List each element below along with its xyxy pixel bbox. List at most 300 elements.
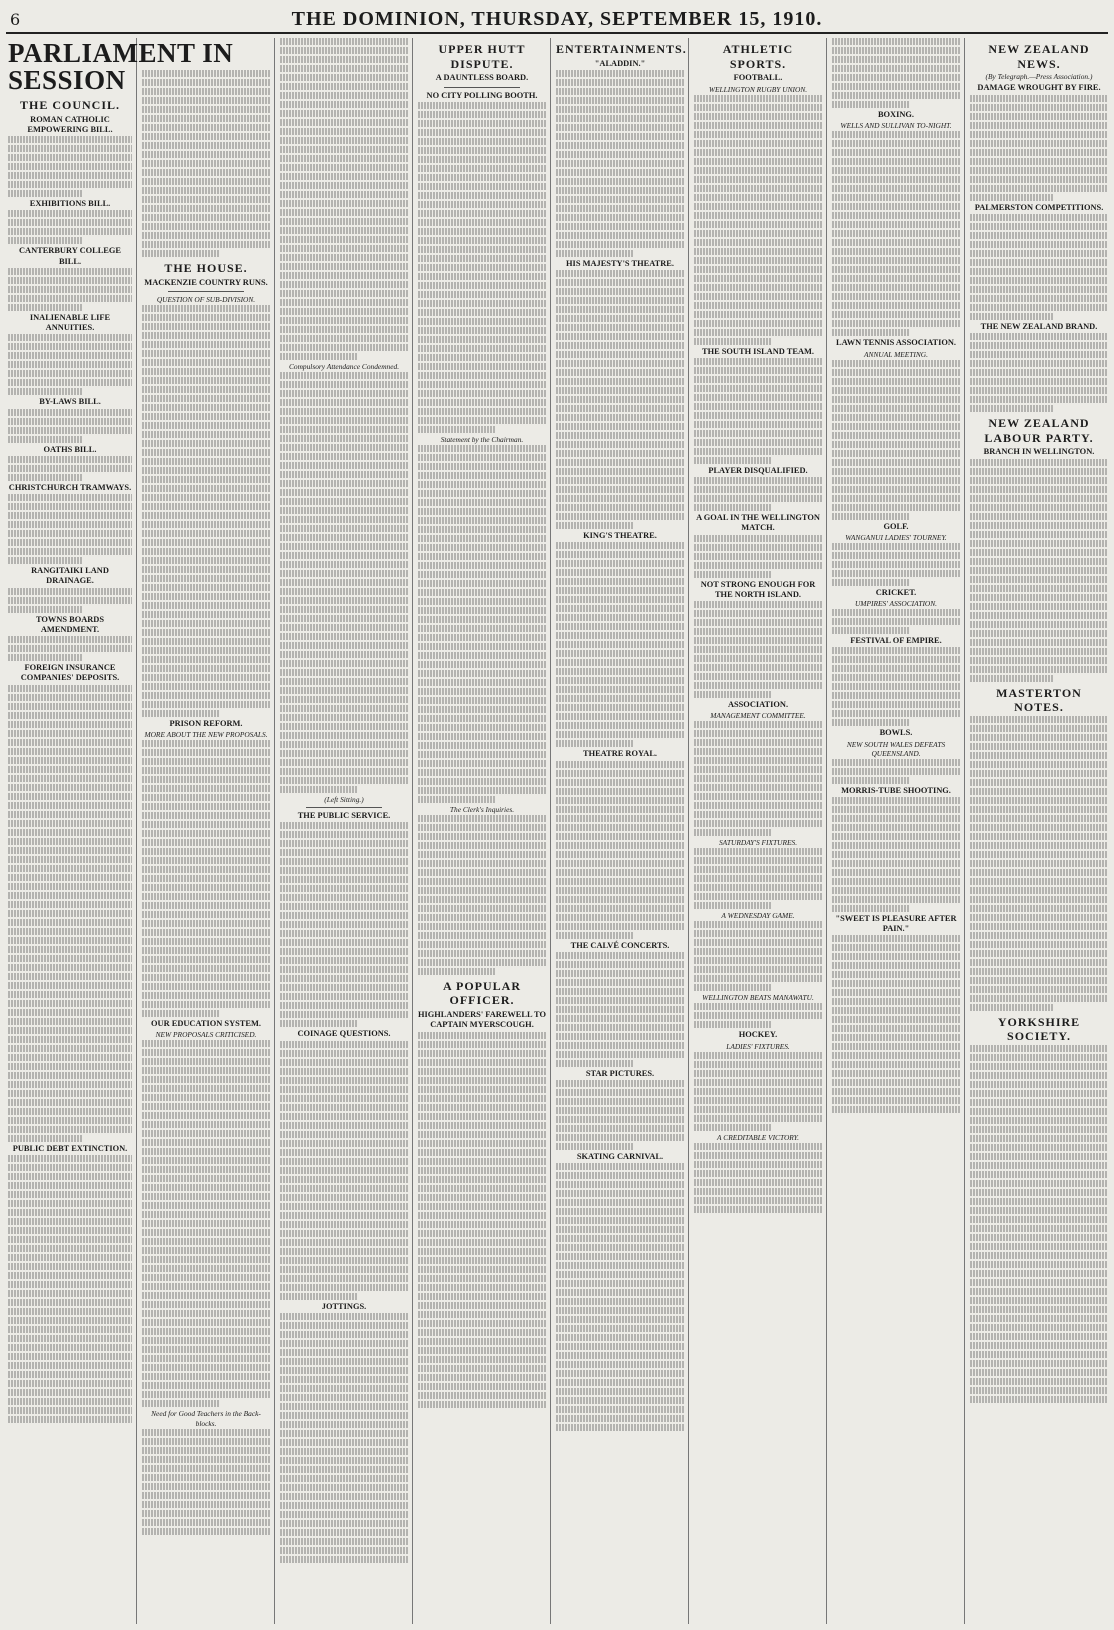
text-line <box>142 812 270 819</box>
text-line <box>694 185 822 192</box>
text-line <box>280 1394 408 1401</box>
text-line <box>8 1099 132 1106</box>
text-line <box>280 984 408 991</box>
text-line <box>556 97 684 104</box>
text-line <box>142 440 270 447</box>
text-line <box>694 655 822 662</box>
text-line <box>970 986 1108 993</box>
text-line <box>418 968 495 975</box>
text-line <box>418 769 546 776</box>
text-line <box>142 1328 270 1335</box>
text-line <box>418 1329 546 1336</box>
text-line <box>556 979 684 986</box>
text-line <box>142 467 270 474</box>
text-line <box>8 1027 132 1034</box>
text-line <box>418 896 546 903</box>
text-line <box>418 318 546 325</box>
text-line <box>280 480 408 487</box>
text-line <box>280 885 408 892</box>
text-line <box>280 1284 408 1291</box>
text-line <box>142 539 270 546</box>
text-line <box>832 1097 960 1104</box>
text-line <box>832 131 960 138</box>
text-line <box>556 1006 684 1013</box>
text-line <box>970 468 1108 475</box>
text-line <box>694 748 822 755</box>
text-line <box>280 1340 408 1347</box>
text-line <box>694 1021 771 1028</box>
text-line <box>8 1389 132 1396</box>
text-line <box>970 513 1108 520</box>
text-line <box>832 432 960 439</box>
text-line <box>280 1457 408 1464</box>
text-line <box>832 275 960 282</box>
text-line <box>8 1135 82 1142</box>
text-line <box>832 38 960 45</box>
text-line <box>418 778 546 785</box>
text-line <box>694 149 822 156</box>
text-line <box>832 989 960 996</box>
article-subheading: A WEDNESDAY GAME. <box>721 911 795 921</box>
text-line <box>280 534 408 541</box>
text-line <box>280 372 408 379</box>
text-line <box>556 378 684 385</box>
text-line <box>970 396 1108 403</box>
text-line <box>832 561 960 568</box>
text-line <box>970 158 1108 165</box>
text-line <box>280 1421 408 1428</box>
text-line <box>556 106 684 113</box>
text-line <box>970 214 1108 221</box>
text-line <box>970 1297 1108 1304</box>
text-line <box>418 408 546 415</box>
text-line <box>280 966 408 973</box>
text-line <box>832 83 960 90</box>
text-line <box>8 557 82 564</box>
text-line <box>970 1315 1108 1322</box>
text-line <box>970 968 1108 975</box>
text-line <box>556 1262 684 1269</box>
text-line <box>556 151 684 158</box>
text-line <box>280 1466 408 1473</box>
text-line <box>832 212 960 219</box>
text-line <box>142 70 270 77</box>
text-line <box>556 133 684 140</box>
text-line <box>694 221 822 228</box>
text-line <box>142 839 270 846</box>
text-line <box>832 176 960 183</box>
text-line <box>832 221 960 228</box>
text-line <box>142 947 270 954</box>
text-line <box>8 1117 132 1124</box>
text-line <box>8 766 132 773</box>
text-line <box>280 1538 408 1545</box>
text-line <box>556 351 684 358</box>
text-line <box>694 784 822 791</box>
text-line <box>556 542 684 549</box>
text-line <box>694 131 822 138</box>
text-line <box>142 178 270 185</box>
text-line <box>280 1068 408 1075</box>
text-line <box>418 1032 546 1039</box>
text-line <box>280 579 408 586</box>
text-line <box>418 219 546 226</box>
text-line <box>556 1280 684 1287</box>
text-line <box>280 597 408 604</box>
text-line <box>970 734 1108 741</box>
text-line <box>8 427 132 434</box>
text-line <box>970 1004 1053 1011</box>
text-line <box>142 902 270 909</box>
text-line <box>418 1311 546 1318</box>
text-line <box>280 56 408 63</box>
text-line <box>142 1301 270 1308</box>
text-line <box>280 849 408 856</box>
text-line <box>556 223 684 230</box>
text-line <box>970 639 1108 646</box>
text-line <box>418 381 546 388</box>
article-heading: BOWLS. <box>879 728 913 738</box>
text-line <box>142 629 270 636</box>
text-line <box>556 815 684 822</box>
text-line <box>142 665 270 672</box>
column-divider <box>550 38 551 1624</box>
text-line <box>280 1041 408 1048</box>
text-line <box>8 145 132 152</box>
article-subheading: WELLS AND SULLIVAN TO-NIGHT. <box>840 121 952 131</box>
text-line <box>556 124 684 131</box>
text-line <box>556 387 684 394</box>
text-line <box>694 311 822 318</box>
text-line <box>832 311 960 318</box>
text-line <box>8 1182 132 1189</box>
text-line <box>280 1158 408 1165</box>
section-heading: THE HOUSE. <box>164 261 248 275</box>
text-line <box>556 1172 684 1179</box>
text-line <box>418 905 546 912</box>
text-line <box>418 760 546 767</box>
text-line <box>280 1020 357 1027</box>
text-line <box>142 566 270 573</box>
text-line <box>832 806 960 813</box>
text-line <box>556 1397 684 1404</box>
text-line <box>142 611 270 618</box>
text-line <box>694 1061 822 1068</box>
column-3 <box>280 38 408 1624</box>
text-line <box>280 353 357 360</box>
article-heading: THE NEW ZEALAND BRAND. <box>980 321 1098 331</box>
text-line <box>832 980 960 987</box>
text-line <box>694 601 822 608</box>
text-line <box>832 468 960 475</box>
text-line <box>970 405 1053 412</box>
text-line <box>418 454 546 461</box>
text-line <box>694 1097 822 1104</box>
text-line <box>8 1380 132 1387</box>
text-line <box>142 1346 270 1353</box>
text-line <box>418 860 546 867</box>
text-line <box>970 1279 1108 1286</box>
text-line <box>970 558 1108 565</box>
article-subheading: UMPIRES' ASSOCIATION. <box>854 599 938 609</box>
text-line <box>970 824 1108 831</box>
text-line <box>556 1163 684 1170</box>
text-line <box>280 1086 408 1093</box>
text-line <box>418 959 546 966</box>
text-line <box>556 1235 684 1242</box>
text-line <box>556 1415 684 1422</box>
text-line <box>8 1218 132 1225</box>
text-line <box>280 110 408 117</box>
text-line <box>142 857 270 864</box>
section-rule <box>168 291 245 292</box>
article-subheading: (By Telegraph.—Press Association.) <box>985 72 1093 82</box>
text-line <box>8 343 132 350</box>
text-line <box>970 1243 1108 1250</box>
text-line <box>832 935 960 942</box>
text-line <box>694 257 822 264</box>
text-line <box>556 414 684 421</box>
text-line <box>280 1131 408 1138</box>
article-heading: ASSOCIATION. <box>727 700 789 710</box>
text-line <box>970 185 1108 192</box>
text-line <box>418 661 546 668</box>
text-line <box>142 776 270 783</box>
text-line <box>280 344 408 351</box>
text-line <box>694 176 822 183</box>
text-line <box>280 1266 408 1273</box>
text-line <box>556 495 684 502</box>
text-line <box>694 1079 822 1086</box>
text-line <box>970 1216 1108 1223</box>
text-line <box>832 777 909 784</box>
text-line <box>832 719 909 726</box>
text-line <box>142 701 270 708</box>
text-line <box>142 341 270 348</box>
text-line <box>556 1370 684 1377</box>
text-line <box>556 869 684 876</box>
text-line <box>970 1225 1108 1232</box>
text-line <box>280 1050 408 1057</box>
text-line <box>832 1016 960 1023</box>
text-line <box>8 982 132 989</box>
text-line <box>832 486 960 493</box>
text-line <box>8 703 132 710</box>
text-line <box>556 1271 684 1278</box>
text-line <box>832 860 960 867</box>
text-line <box>832 257 960 264</box>
text-line <box>418 490 546 497</box>
text-line <box>8 521 132 528</box>
text-line <box>694 95 822 102</box>
text-line <box>418 363 546 370</box>
text-line <box>280 948 408 955</box>
text-line <box>418 282 546 289</box>
text-line <box>418 824 546 831</box>
text-line <box>418 1248 546 1255</box>
text-line <box>556 315 684 322</box>
text-line <box>142 929 270 936</box>
text-line <box>556 1107 684 1114</box>
text-line <box>142 1265 270 1272</box>
text-line <box>832 1052 960 1059</box>
text-line <box>8 685 132 692</box>
text-line <box>832 441 960 448</box>
text-line <box>142 1492 270 1499</box>
text-line <box>418 183 546 190</box>
column-divider <box>964 38 965 1624</box>
text-line <box>8 964 132 971</box>
text-line <box>280 1185 408 1192</box>
text-line <box>970 878 1108 885</box>
text-line <box>418 625 546 632</box>
text-line <box>694 1206 822 1213</box>
article-heading: "SWEET IS PLEASURE AFTER PAIN." <box>835 913 957 934</box>
text-line <box>280 516 408 523</box>
text-line <box>556 1190 684 1197</box>
text-line <box>418 670 546 677</box>
text-line <box>556 695 684 702</box>
text-line <box>418 1383 546 1390</box>
text-line <box>418 571 546 578</box>
text-line <box>280 200 408 207</box>
text-line <box>970 504 1108 511</box>
text-line <box>8 210 132 217</box>
text-line <box>418 535 546 542</box>
text-line <box>280 1511 408 1518</box>
text-line <box>142 920 270 927</box>
text-line <box>142 323 270 330</box>
text-line <box>280 786 357 793</box>
text-line <box>142 548 270 555</box>
article-heading: GOLF. <box>883 521 909 531</box>
text-line <box>142 1510 270 1517</box>
text-line <box>280 335 408 342</box>
text-line <box>280 245 408 252</box>
text-line <box>8 295 132 302</box>
text-line <box>280 1403 408 1410</box>
text-line <box>280 281 408 288</box>
text-line <box>142 232 270 239</box>
text-line <box>970 1126 1108 1133</box>
text-line <box>418 589 546 596</box>
text-line <box>970 1063 1108 1070</box>
text-line <box>556 1125 684 1132</box>
text-line <box>418 1284 546 1291</box>
text-line <box>970 268 1108 275</box>
text-line <box>970 1396 1108 1403</box>
text-line <box>694 802 822 809</box>
article-heading: JOTTINGS. <box>321 1301 367 1311</box>
text-line <box>418 851 546 858</box>
text-line <box>832 504 960 511</box>
text-line <box>970 905 1108 912</box>
text-line <box>280 1167 408 1174</box>
text-line <box>8 1317 132 1324</box>
text-line <box>832 656 960 663</box>
text-line <box>418 1104 546 1111</box>
text-line <box>418 1347 546 1354</box>
text-line <box>970 486 1108 493</box>
text-line <box>970 860 1108 867</box>
text-line <box>418 815 546 822</box>
text-line <box>970 495 1108 502</box>
text-line <box>970 1288 1108 1295</box>
text-line <box>280 38 408 45</box>
text-line <box>418 147 546 154</box>
text-line <box>8 1398 132 1405</box>
section-heading: YORKSHIRE SOCIETY. <box>997 1014 1081 1044</box>
text-line <box>970 387 1108 394</box>
text-line <box>8 268 132 275</box>
text-line <box>694 1143 822 1150</box>
text-line <box>142 1447 270 1454</box>
text-line <box>280 227 408 234</box>
text-line <box>694 203 822 210</box>
text-line <box>142 214 270 221</box>
text-line <box>8 910 132 917</box>
text-line <box>418 390 546 397</box>
text-line <box>142 983 270 990</box>
text-line <box>8 865 132 872</box>
text-line <box>280 993 408 1000</box>
text-line <box>142 1283 270 1290</box>
text-line <box>694 367 822 374</box>
text-line <box>832 905 909 912</box>
text-line <box>970 295 1108 302</box>
text-line <box>970 959 1108 966</box>
text-line <box>280 489 408 496</box>
text-line <box>8 379 132 386</box>
text-line <box>970 167 1108 174</box>
text-line <box>832 579 909 586</box>
text-line <box>280 687 408 694</box>
text-line <box>970 630 1108 637</box>
text-line <box>8 1263 132 1270</box>
text-line <box>8 1164 132 1171</box>
text-line <box>832 495 960 502</box>
text-line <box>418 138 546 145</box>
text-line <box>280 669 408 676</box>
text-line <box>694 504 771 511</box>
column-2 <box>142 70 270 1624</box>
text-line <box>142 1528 270 1535</box>
text-line <box>418 580 546 587</box>
article-heading: FOREIGN INSURANCE COMPANIES' DEPOSITS. <box>20 663 120 683</box>
text-line <box>142 1010 219 1017</box>
text-line <box>556 1307 684 1314</box>
text-line <box>8 465 132 472</box>
text-line <box>418 1320 546 1327</box>
text-line <box>418 399 546 406</box>
text-line <box>418 1140 546 1147</box>
text-line <box>418 1149 546 1156</box>
text-line <box>8 494 132 501</box>
text-line <box>970 743 1108 750</box>
text-line <box>556 205 684 212</box>
text-line <box>8 436 82 443</box>
text-line <box>280 317 408 324</box>
text-line <box>142 187 270 194</box>
text-line <box>556 1244 684 1251</box>
text-line <box>970 1054 1108 1061</box>
text-line <box>142 575 270 582</box>
text-line <box>970 851 1108 858</box>
text-line <box>556 396 684 403</box>
text-line <box>280 660 408 667</box>
text-line <box>970 1162 1108 1169</box>
text-line <box>694 239 822 246</box>
